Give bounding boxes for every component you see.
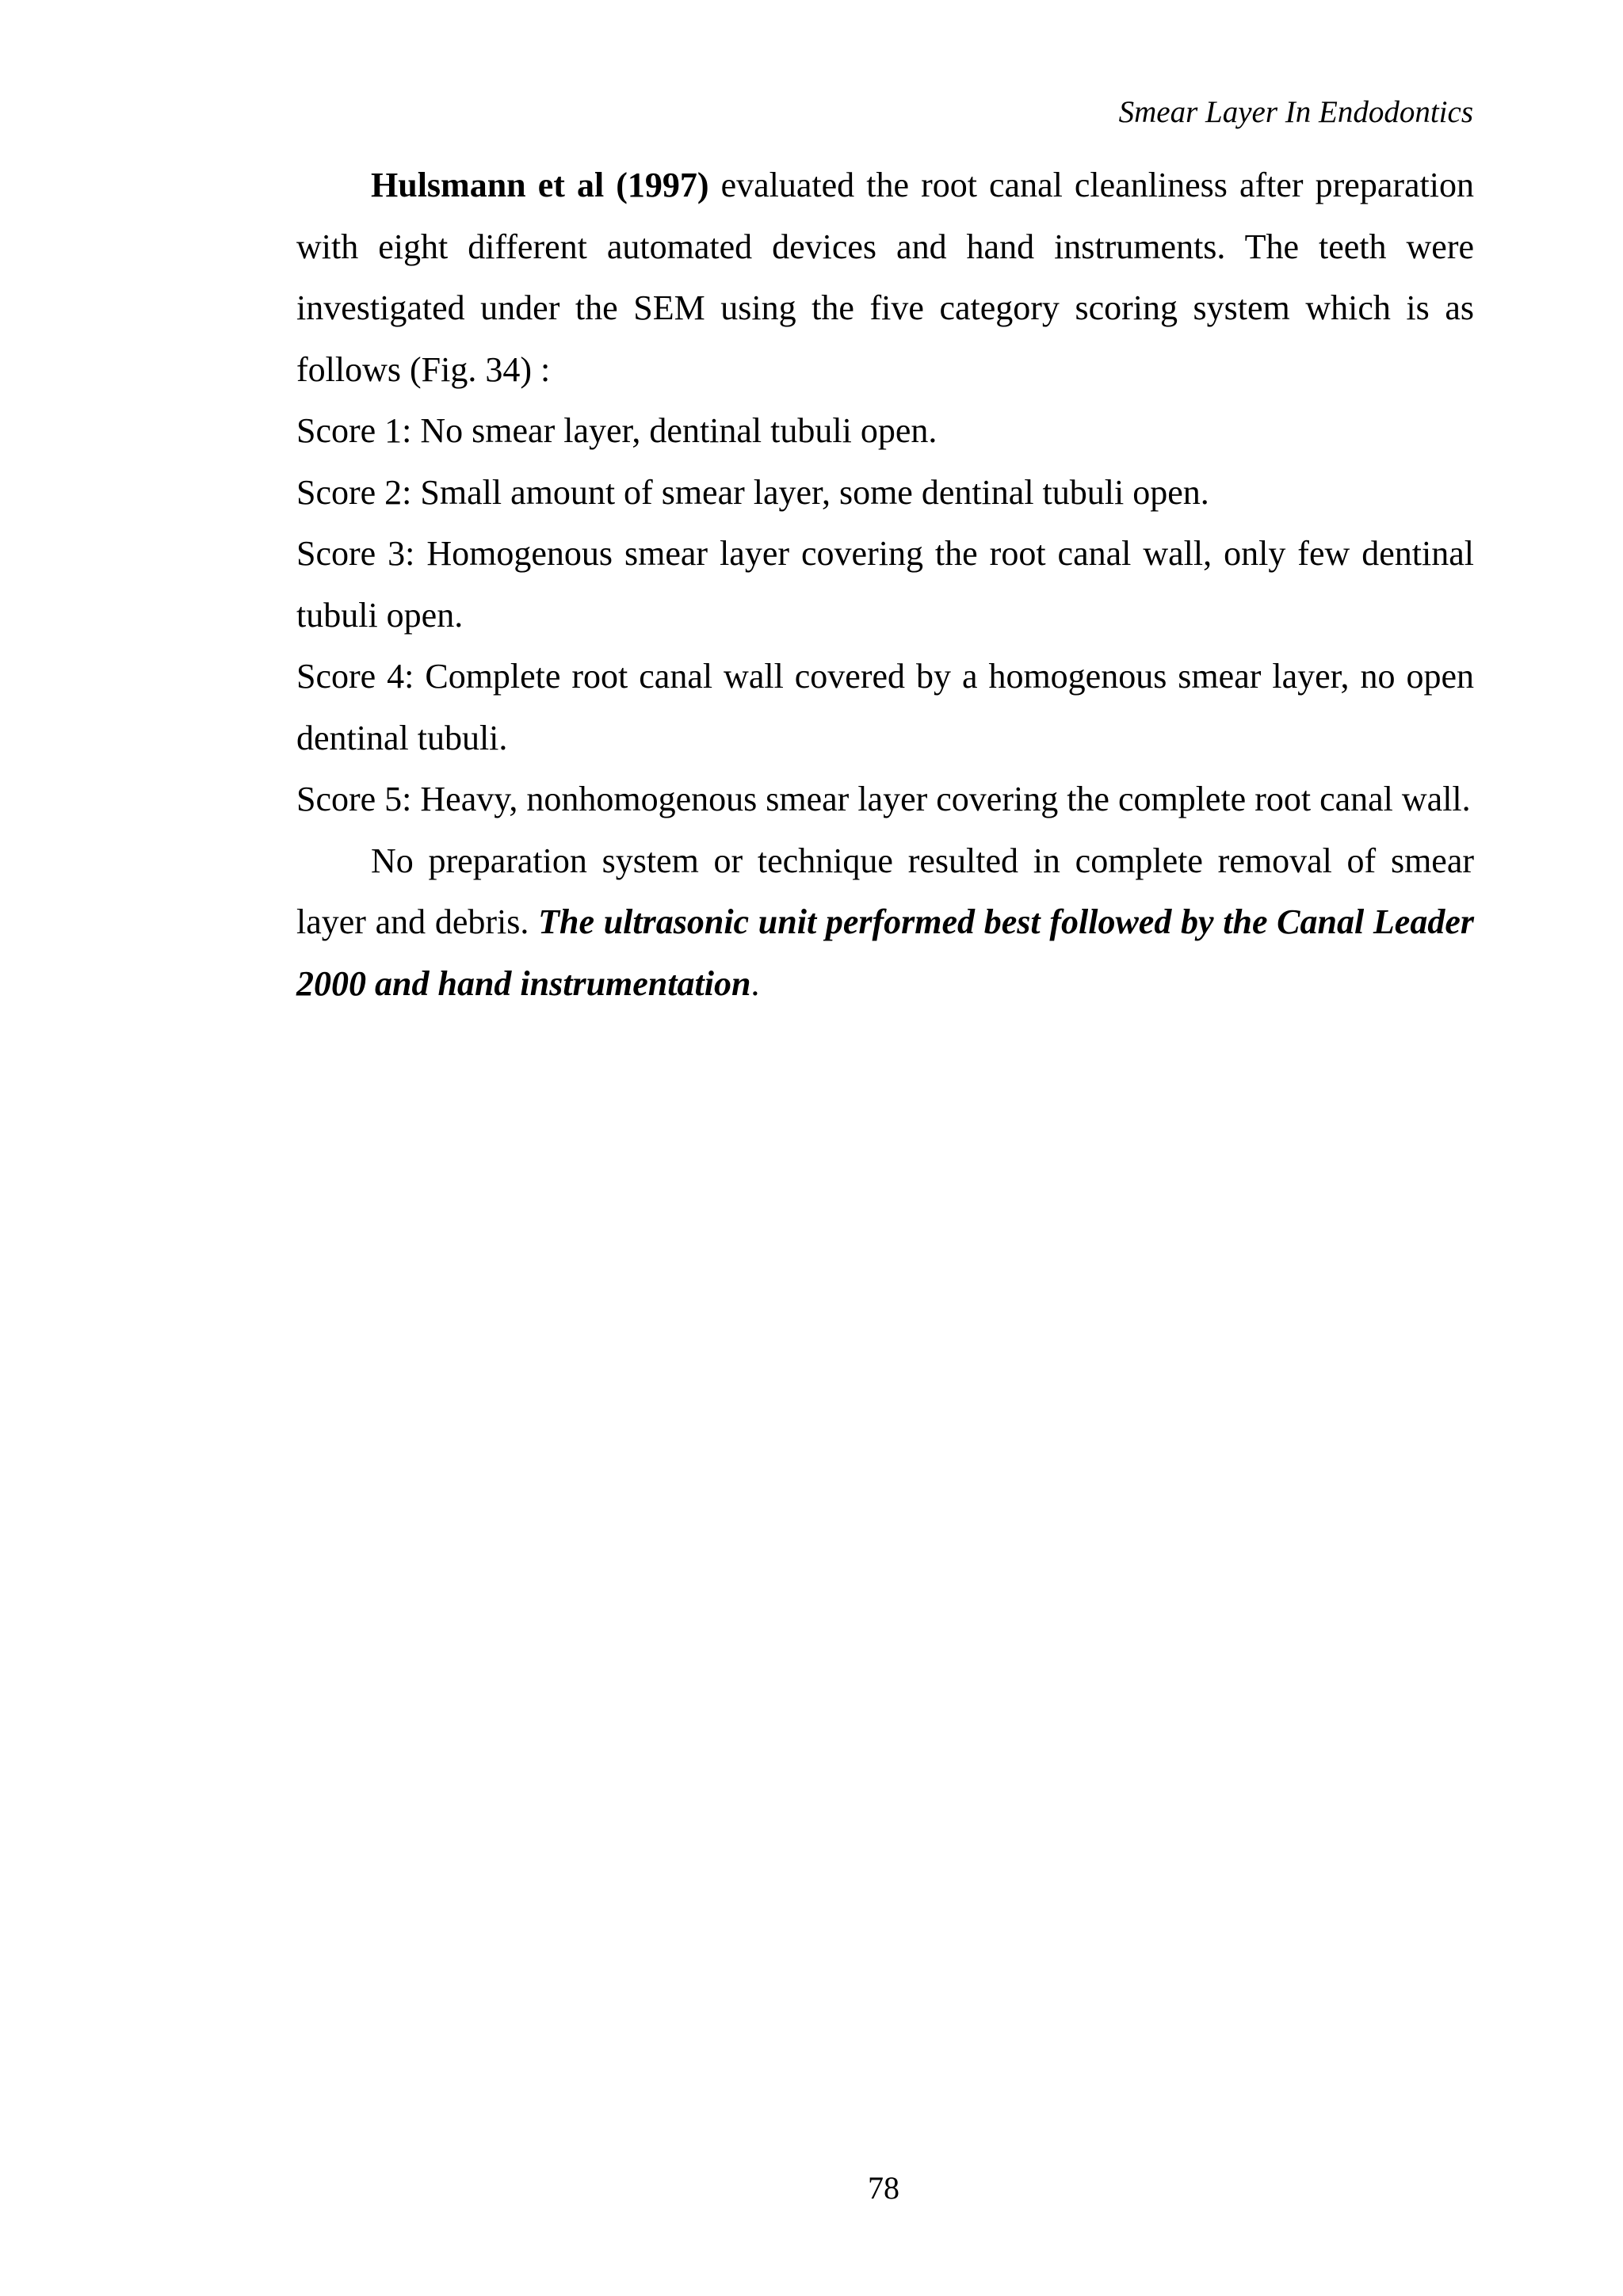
intro-text: evaluated the root canal cleanliness after preparation with eight different automated devices and hand instruments. The teeth were investigated under the SEM using the five category scoring system which is as follows (Fig. 34) : [296,166,1474,389]
body-text [296,154,1474,1014]
score-5: Score 5: Heavy, nonhomogenous smear layer covering the complete root canal wall. [296,780,1471,818]
page-number: 78 [868,2170,899,2206]
intro-paragraph [296,154,1474,400]
conclusion-paragraph [296,830,1474,1015]
conclusion-text: No preparation system or technique resulted in complete removal of smear layer and debris. [296,841,1474,941]
running-header: Smear Layer In Endodontics [1118,95,1473,129]
score-3: Score 3: Homogenous smear layer covering the root canal wall, only few dentinal tubuli open. [296,534,1474,635]
score-1: Score 1: No smear layer, dentinal tubuli open. [296,411,938,450]
conclusion-end: . [750,963,760,1003]
score-4: Score 4: Complete root canal wall covered by a homogenous smear layer, no open dentinal tubuli. [296,657,1474,757]
conclusion-emphasis: The ultrasonic unit performed best followed by the Canal Leader 2000 and hand instrumentation [296,902,1474,1003]
score-2: Score 2: Small amount of smear layer, some dentinal tubuli open. [296,472,1209,512]
citation: Hulsmann et al (1997) [371,166,709,204]
